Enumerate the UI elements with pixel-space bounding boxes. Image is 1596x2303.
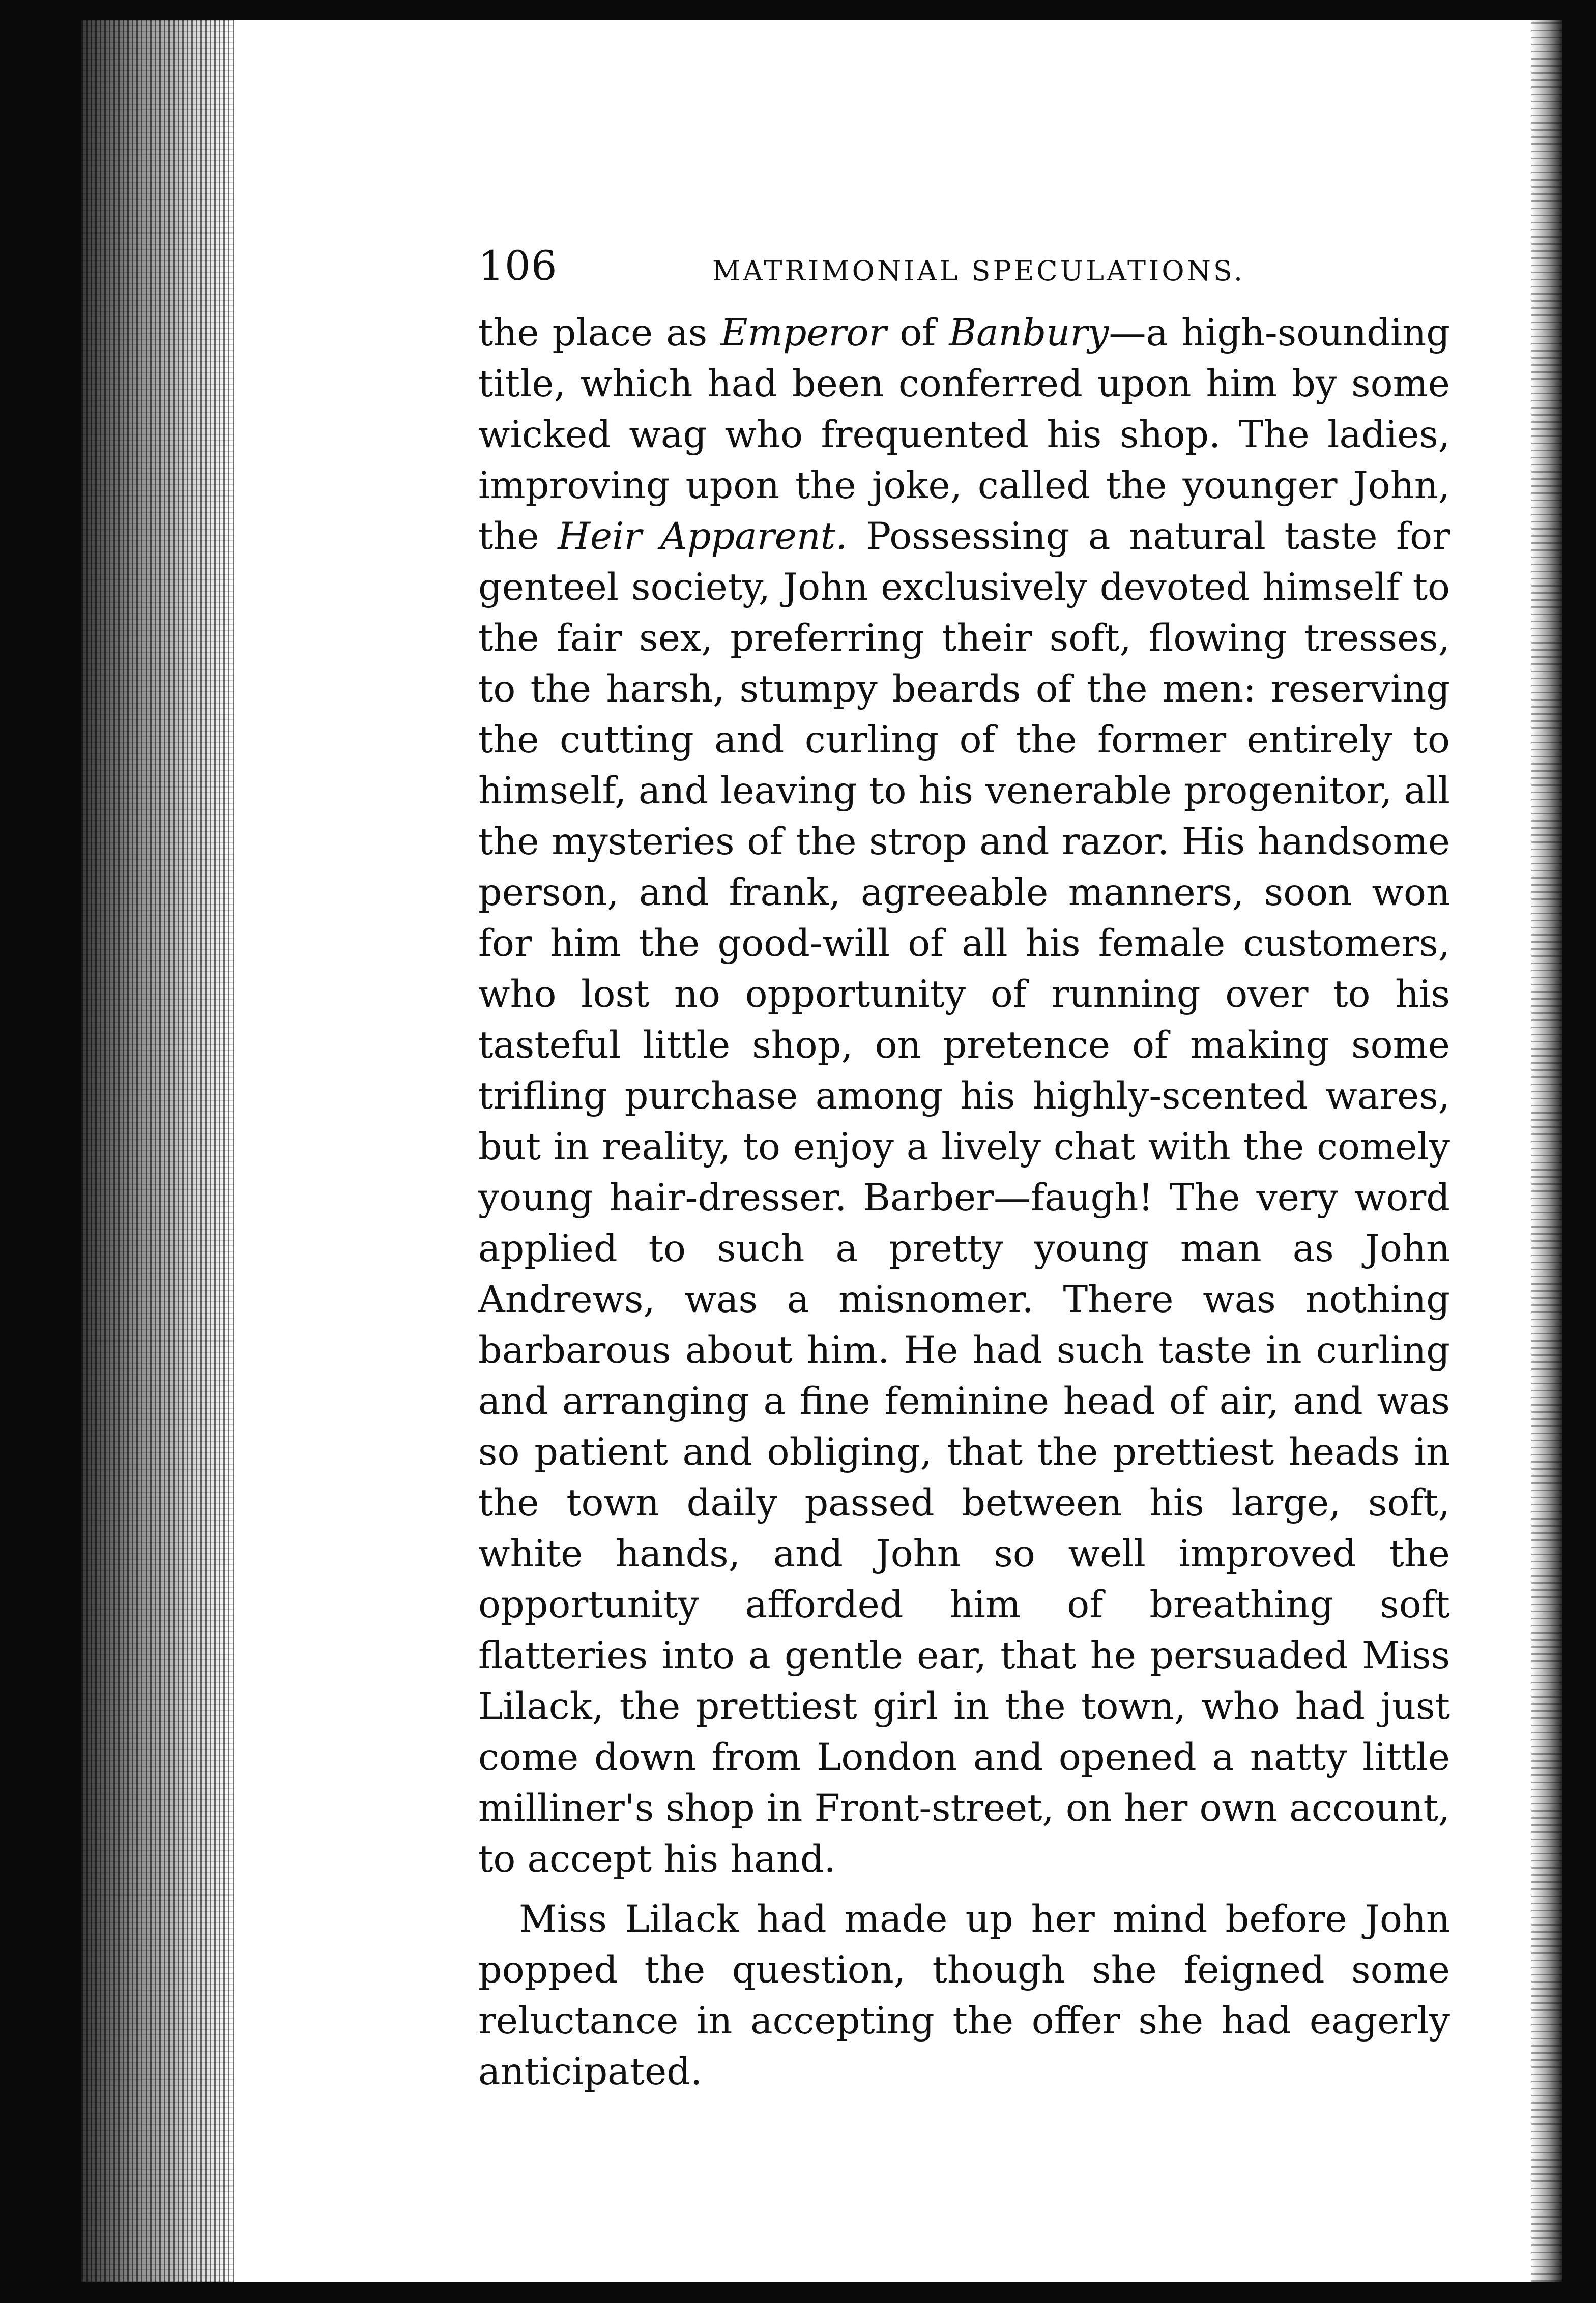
paragraph-1-text-4: Possessing a natural taste for genteel society, John exclusively devoted himself to the fair sex, preferring their soft, flowing tresses, to the harsh, stumpy beards of the men: reserving the cutting and curling of the former entirely to himself, and leaving to his venerable progenitor, all the mysteries of the strop and razor. His handsome person, and frank, agreeable manners, soon won for him the good-will of all his female customers, who lost no opportunity of running over to his tasteful little shop, on pretence of making some trifling purchase among his highly-scented wares, but in reality, to enjoy a lively chat with the comely young hair-dresser. Barber—faugh! The very word applied to such a pretty young man as John Andrews, was a misnomer. There was nothing barbarous about him. He had such taste in curling and arranging a fine feminine head of air, and was so patient and obliging, that the prettiest heads in the town daily passed between his large, soft, white hands, and John so well improved the opportunity afforded him of breathing soft flatteries into a gentle ear, that he persuaded Miss Lilack, the prettiest girl in the town, who had just come down from London and opened a natty little milliner's shop in Front-street, on her own account, to accept his hand. bbox=[478, 515, 1450, 1881]
running-head bbox=[478, 238, 1496, 294]
scan-border-bottom bbox=[0, 2282, 1596, 2303]
page-gutter-shadow bbox=[81, 20, 234, 2282]
page-number: 106 bbox=[478, 242, 558, 289]
emphasis-banbury: Banbury bbox=[949, 311, 1109, 355]
paragraph-2: Miss Lilack had made up her mind before John popped the question, though she feigned some reluctance in accepting the offer she had eagerly anticipated. bbox=[478, 1898, 1450, 2093]
paragraph-1-text-1: the place as bbox=[478, 311, 721, 355]
page-right-edge-shadow bbox=[1531, 20, 1562, 2282]
running-title: MATRIMONIAL SPECULATIONS. bbox=[712, 255, 1245, 287]
paragraph-1 bbox=[478, 308, 1450, 1885]
body-text bbox=[478, 308, 1450, 2097]
emphasis-heir-apparent: Heir Apparent. bbox=[558, 515, 848, 558]
paragraph-1-text-2: of bbox=[886, 311, 949, 355]
emphasis-emperor: Emperor bbox=[720, 311, 887, 355]
scan-border-left bbox=[0, 0, 81, 2303]
scan-border-right bbox=[1562, 0, 1596, 2303]
scan-border-top bbox=[0, 0, 1596, 20]
paragraph-1-text-3: —a high-sounding title, which had been conferred upon him by some wicked wag who frequented his shop. The ladies, improving upon the joke, called the younger John, the bbox=[478, 311, 1450, 558]
